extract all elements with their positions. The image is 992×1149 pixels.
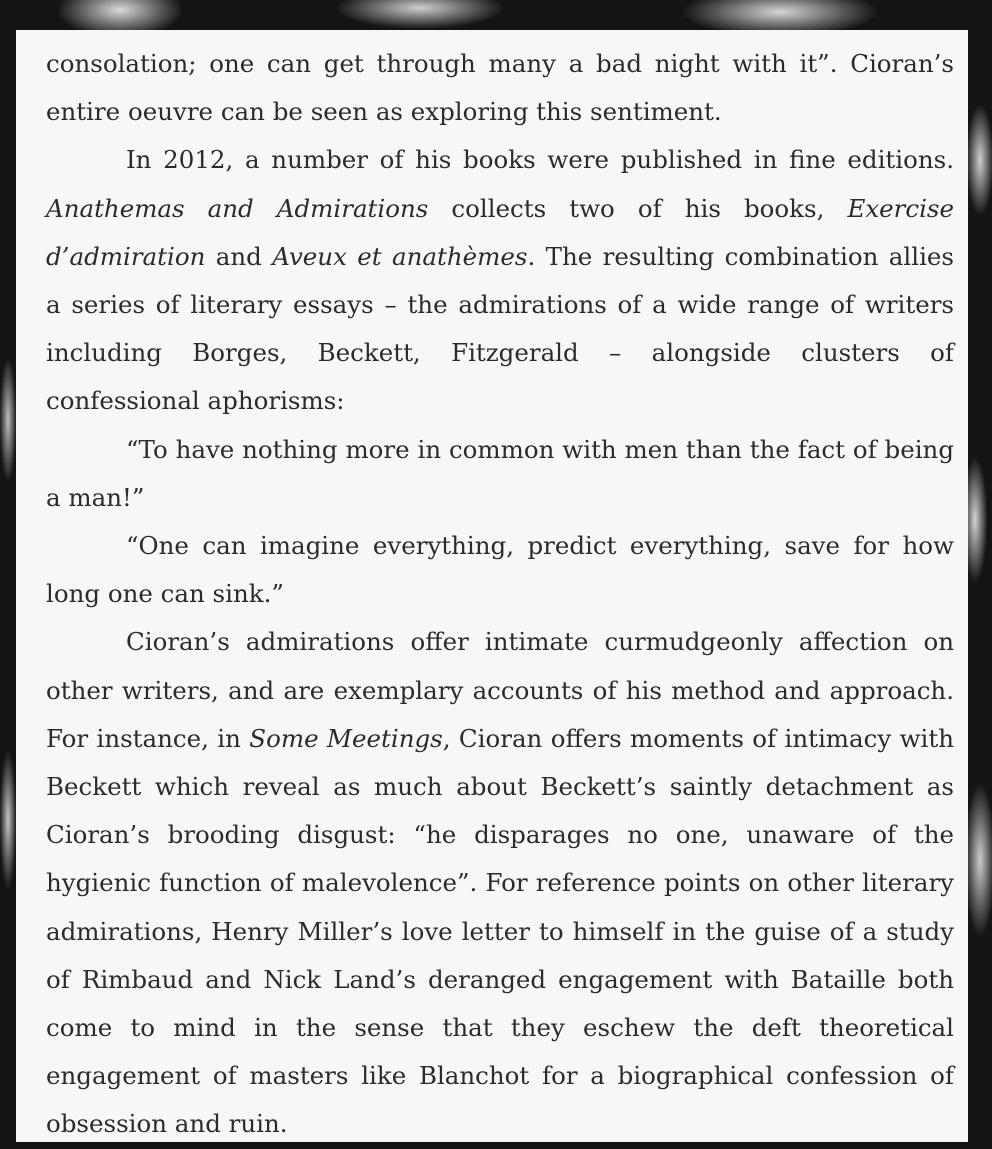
editions-and: and bbox=[215, 241, 262, 271]
quote-aphorism-2: “One can imagine everything, predict everything, save for how long one can sink.” bbox=[46, 531, 954, 609]
book-title-exercise: Exercise d’admiration bbox=[46, 193, 954, 271]
page-text bbox=[46, 40, 954, 1149]
paragraph-editions bbox=[46, 136, 954, 425]
book-title-some-meetings: Some Meetings bbox=[249, 723, 443, 753]
paragraph-admirations bbox=[46, 618, 954, 1148]
quote-aphorism-1: “To have nothing more in common with men than the fact of being a man!” bbox=[46, 434, 954, 512]
book-page bbox=[16, 30, 968, 1142]
book-title-aveux: Aveux et anathèmes bbox=[272, 241, 528, 271]
editions-lead: In 2012, a number of his books were published in fine editions. bbox=[126, 145, 954, 175]
editions-tail: . The resulting combination allies a series of literary essays – the admirations of a wide range of writers including Borges, Beckett, Fitzgerald – alongside clusters of confessional aphorisms: bbox=[46, 241, 954, 416]
book-title-anathemas: Anathemas and Admirations bbox=[46, 193, 429, 223]
admirations-lead: Cioran’s admirations offer intimate curmudgeonly affection on other writers, and are exemplary accounts of his method and approach. For instance, in bbox=[46, 627, 954, 753]
admirations-tail: , Cioran offers moments of intimacy with Beckett which reveal as much about Beckett’s saintly detachment as Cioran’s brooding disgust: “he disparages no one, unaware of the hygienic function of malevolence”. For reference points on other literary admirations, Henry Miller’s love letter to himself in the guise of a study of Rimbaud and Nick Land’s deranged engagement with Bataille both come to mind in the sense that they eschew the deft theoretical engagement of masters like Blanchot for a biographical confession of obsession and ruin. bbox=[46, 723, 954, 1139]
editions-mid: collects two of his books, bbox=[451, 193, 825, 223]
paragraph-opening: consolation; one can get through many a bad night with it”. Cioran’s entire oeuvre can be seen as exploring this sentiment. bbox=[46, 49, 954, 127]
